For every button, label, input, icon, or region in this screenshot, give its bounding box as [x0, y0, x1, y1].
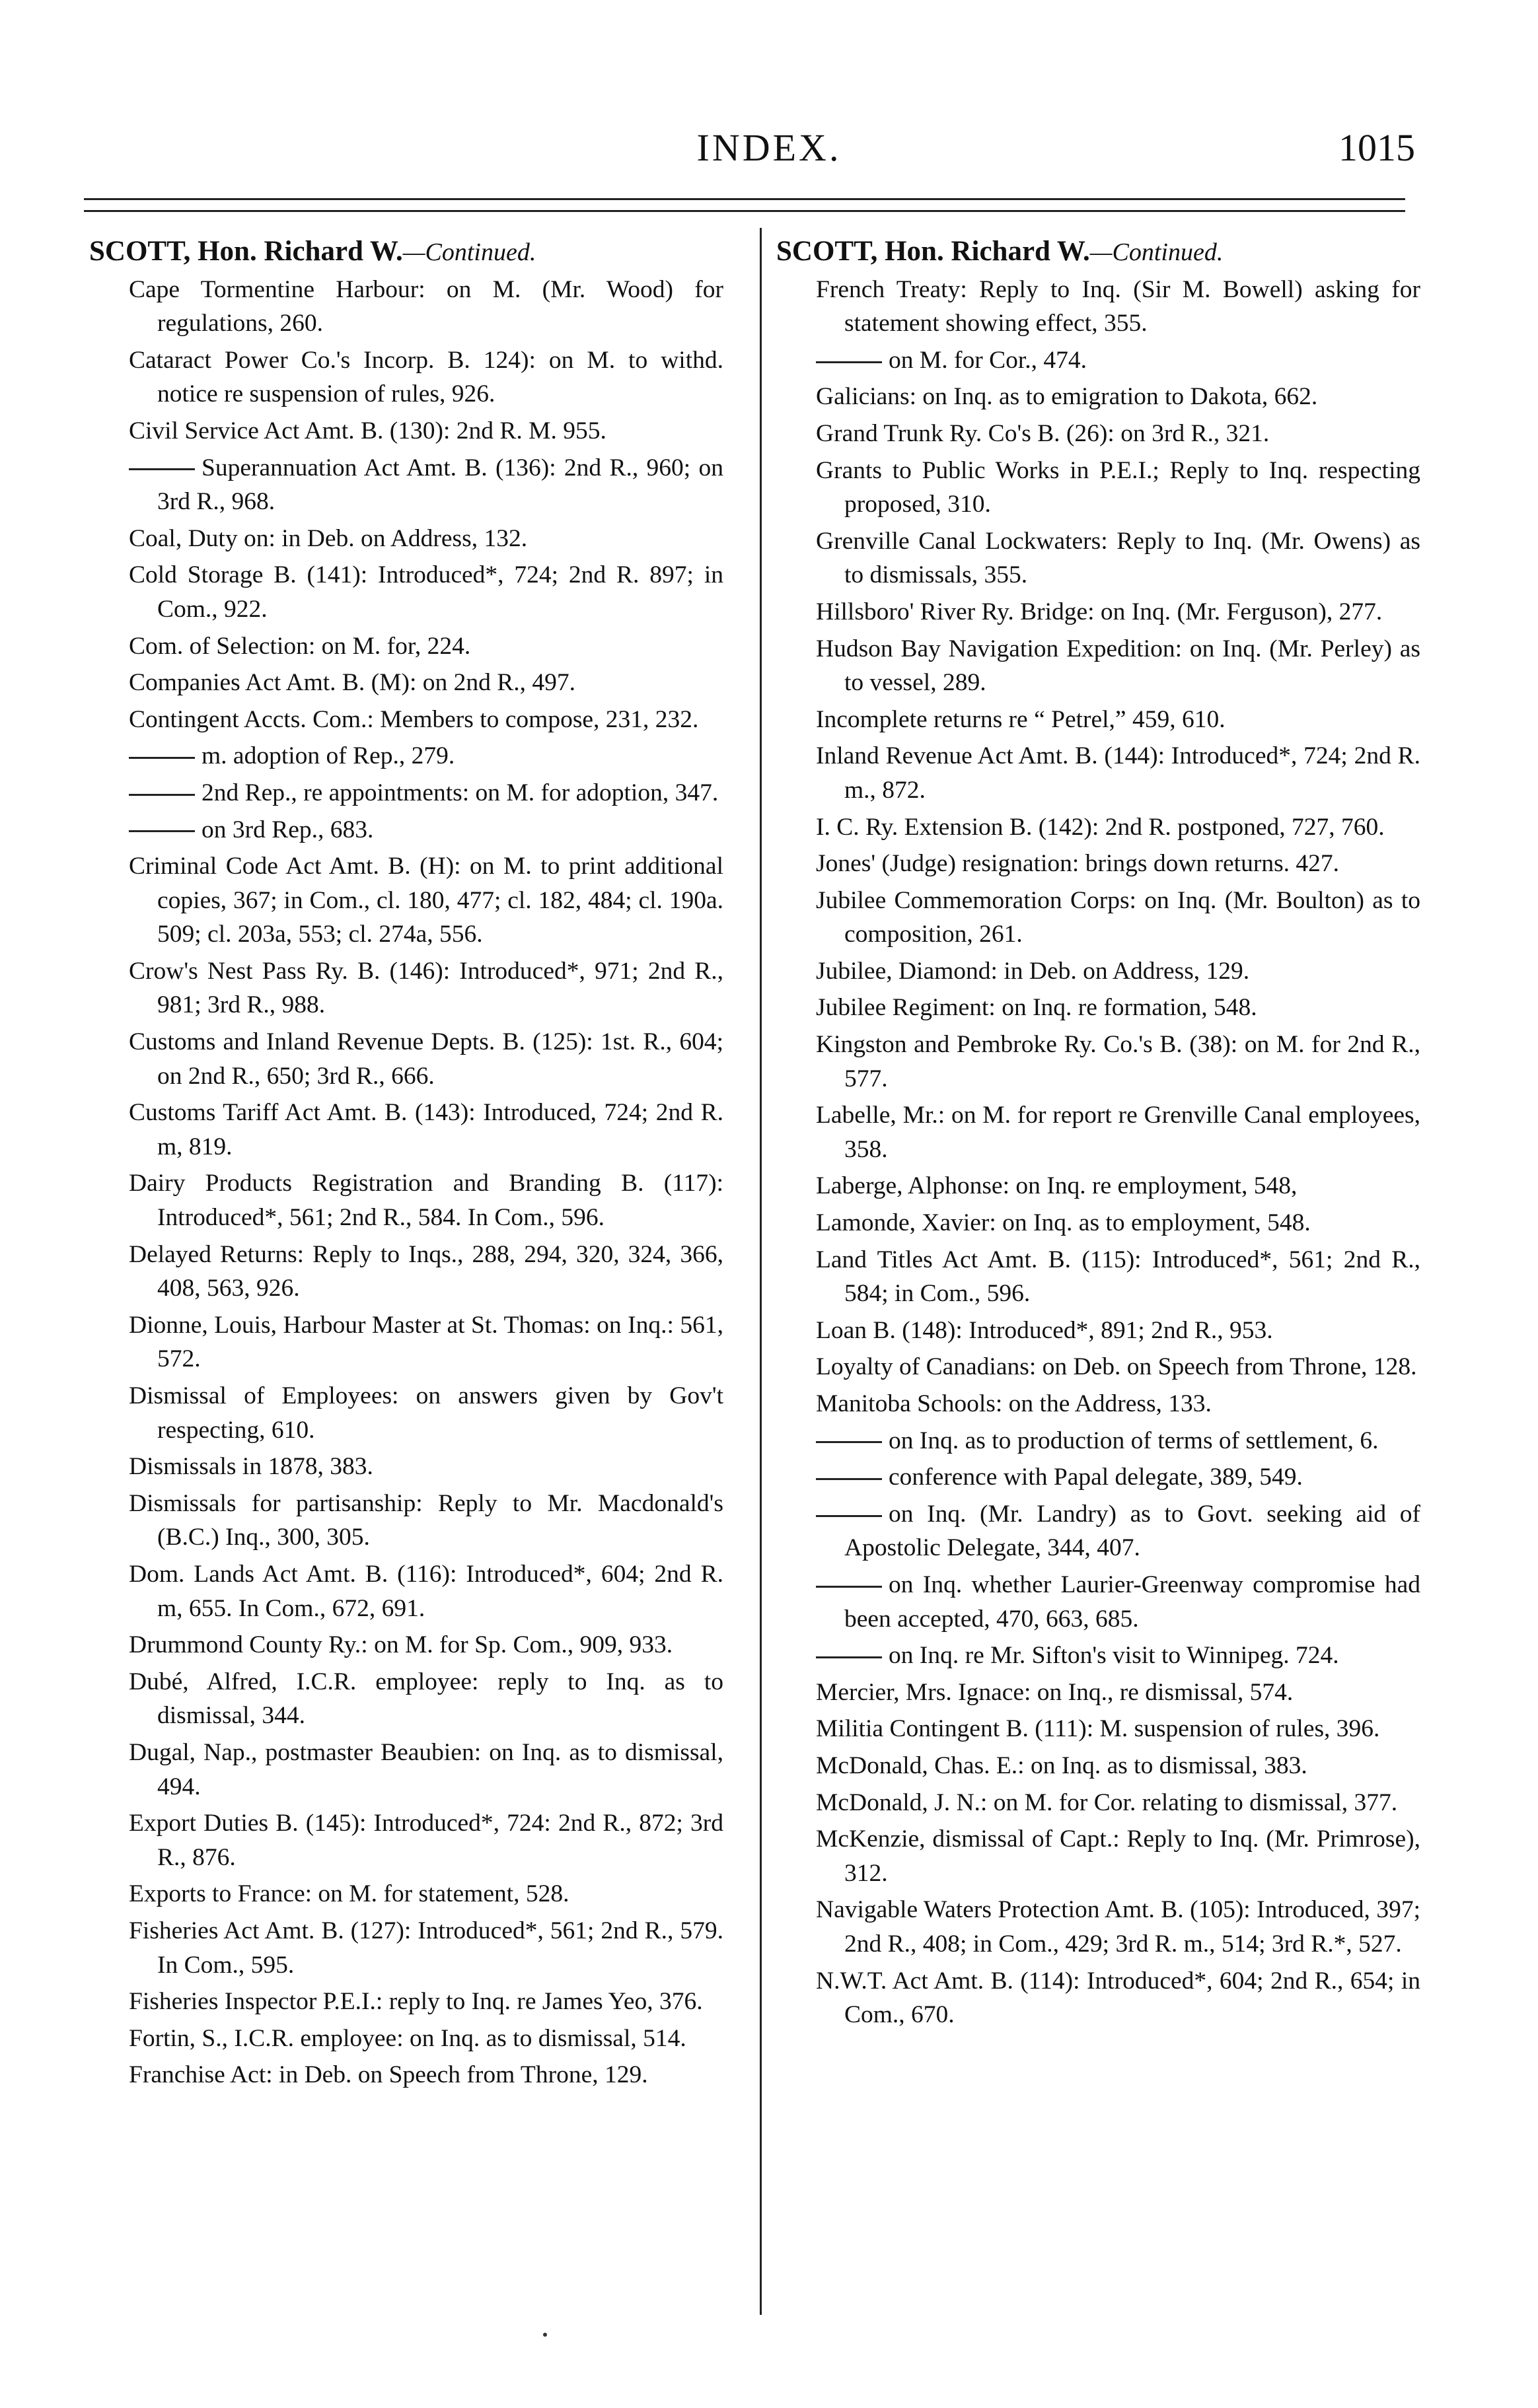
index-entry: Fisheries Act Amt. B. (127): Introduced*, 561; 2nd R., 579. In Com., 595. [129, 1917, 723, 1979]
left-column [89, 234, 723, 2095]
index-entry: Jubilee, Diamond: in Deb. on Address, 129. [816, 957, 1250, 985]
index-entry: Manitoba Schools: on the Address, 133. [816, 1390, 1212, 1417]
running-title: INDEX. [696, 126, 842, 169]
index-entry: McKenzie, dismissal of Capt.: Reply to Inq. (Mr. Primrose), 312. [816, 1825, 1420, 1887]
index-entry: Franchise Act: in Deb. on Speech from Throne, 129. [129, 2061, 648, 2089]
index-entry: Export Duties B. (145): Introduced*, 724: 2nd R., 872; 3rd R., 876. [129, 1810, 723, 1871]
index-entry: Kingston and Pembroke Ry. Co.'s B. (38): on M. for 2nd R., 577. [816, 1031, 1420, 1092]
index-entry: Galicians: on Inq. as to emigration to Dakota, 662. [816, 383, 1318, 411]
index-entry: Companies Act Amt. B. (M): on 2nd R., 497. [129, 669, 576, 697]
index-entry: Navigable Waters Protection Amt. B. (105): Introduced, 397; 2nd R., 408; in Com., 429; 3rd R. m., 514; 3rd R.*, 527. [816, 1896, 1420, 1958]
index-subentry: m. adoption of Rep., 279. [129, 739, 723, 773]
column-divider [760, 228, 762, 2315]
index-subentry: conference with Papal delegate, 389, 549. [816, 1460, 1420, 1495]
index-entry: Inland Revenue Act Amt. B. (144): Introduced*, 724; 2nd R. m., 872. [816, 742, 1420, 804]
index-entry: Jones' (Judge) resignation: brings down returns. 427. [816, 850, 1340, 878]
right-entry-list [776, 273, 1420, 2032]
index-entry: Contingent Accts. Com.: Members to compose, 231, 232. [129, 705, 699, 733]
index-entry: Cold Storage B. (141): Introduced*, 724; 2nd R. 897; in Com., 922. [129, 561, 723, 623]
index-entry: Dismissals for partisanship: Reply to Mr. Macdonald's (B.C.) Inq., 300, 305. [129, 1489, 723, 1551]
index-entry: Cataract Power Co.'s Incorp. B. 124): on M. to withd. notice re suspension of rules, 926. [129, 346, 723, 408]
index-entry: Grand Trunk Ry. Co's B. (26): on 3rd R., 321. [816, 419, 1270, 447]
index-entry: Land Titles Act Amt. B. (115): Introduced*, 561; 2nd R., 584; in Com., 596. [816, 1246, 1420, 1308]
index-entry: Dionne, Louis, Harbour Master at St. Thomas: on Inq.: 561, 572. [129, 1311, 723, 1373]
index-entry: N.W.T. Act Amt. B. (114): Introduced*, 604; 2nd R., 654; in Com., 670. [816, 1967, 1420, 2029]
index-entry: Drummond County Ry.: on M. for Sp. Com., 909, 933. [129, 1631, 673, 1659]
index-entry: Dom. Lands Act Amt. B. (116): Introduced*, 604; 2nd R. m, 655. In Com., 672, 691. [129, 1560, 723, 1622]
index-entry: Jubilee Regiment: on Inq. re formation, 548. [816, 994, 1257, 1022]
left-entry-list [89, 273, 723, 2092]
page-number: 1015 [1338, 126, 1415, 169]
index-entry: Delayed Returns: Reply to Inqs., 288, 294, 320, 324, 366, 408, 563, 926. [129, 1240, 723, 1302]
index-entry: Fortin, S., I.C.R. employee: on Inq. as to dismissal, 514. [129, 2024, 686, 2052]
index-entry: Hillsboro' River Ry. Bridge: on Inq. (Mr. Ferguson), 277. [816, 598, 1383, 625]
index-subentry: on M. for Cor., 474. [816, 343, 1420, 378]
header-rule-top-right [745, 198, 1405, 200]
index-entry: Customs and Inland Revenue Depts. B. (125): 1st. R., 604; on 2nd R., 650; 3rd R., 666. [129, 1028, 723, 1090]
index-entry: Loan B. (148): Introduced*, 891; 2nd R., 953. [816, 1316, 1273, 1344]
index-subentry: on Inq. re Mr. Sifton's visit to Winnipeg. 724. [816, 1639, 1420, 1673]
right-column [776, 234, 1420, 2035]
index-entry: Hudson Bay Navigation Expedition: on Inq. (Mr. Perley) as to vessel, 289. [816, 635, 1420, 697]
index-subentry: Superannuation Act Amt. B. (136): 2nd R., 960; on 3rd R., 968. [129, 451, 723, 519]
index-entry: Dismissal of Employees: on answers given by Gov't respecting, 610. [129, 1382, 723, 1444]
index-subentry: on 3rd Rep., 683. [129, 813, 723, 847]
heading-name: SCOTT, Hon. Richard W. [89, 236, 403, 267]
index-entry: Incomplete returns re “ Petrel,” 459, 610. [816, 705, 1226, 733]
index-entry: Customs Tariff Act Amt. B. (143): Introduced, 724; 2nd R. m, 819. [129, 1099, 723, 1160]
index-entry: Grants to Public Works in P.E.I.; Reply to Inq. respecting proposed, 310. [816, 456, 1420, 518]
index-entry: McDonald, J. N.: on M. for Cor. relating to dismissal, 377. [816, 1788, 1398, 1816]
index-entry: McDonald, Chas. E.: on Inq. as to dismissal, 383. [816, 1752, 1307, 1779]
index-entry: Dubé, Alfred, I.C.R. employee: reply to Inq. as to dismissal, 344. [129, 1668, 723, 1730]
index-entry: Com. of Selection: on M. for, 224. [129, 632, 471, 660]
index-entry: French Treaty: Reply to Inq. (Sir M. Bowell) asking for statement showing effect, 355. [816, 275, 1420, 337]
index-entry: Civil Service Act Amt. B. (130): 2nd R. M. 955. [129, 417, 606, 444]
index-entry: Grenville Canal Lockwaters: Reply to Inq. (Mr. Owens) as to dismissals, 355. [816, 527, 1420, 589]
index-entry: Dismissals in 1878, 383. [129, 1453, 373, 1481]
index-entry: Mercier, Mrs. Ignace: on Inq., re dismissal, 574. [816, 1678, 1294, 1706]
right-column-heading [776, 234, 1420, 270]
index-entry: Lamonde, Xavier: on Inq. as to employment, 548. [816, 1209, 1311, 1237]
index-entry: Labelle, Mr.: on M. for report re Grenville Canal employees, 358. [816, 1102, 1420, 1163]
left-column-heading [89, 234, 723, 270]
index-entry: Dairy Products Registration and Branding B. (117): Introduced*, 561; 2nd R., 584. In Com., 596. [129, 1170, 723, 1232]
index-entry: Crow's Nest Pass Ry. B. (146): Introduced*, 971; 2nd R., 981; 3rd R., 988. [129, 957, 723, 1019]
index-subentry: 2nd Rep., re appointments: on M. for adoption, 347. [129, 776, 723, 810]
index-entry: Exports to France: on M. for statement, 528. [129, 1880, 569, 1908]
footer-dot [543, 2333, 547, 2337]
index-entry: Militia Contingent B. (111): M. suspension of rules, 396. [816, 1715, 1380, 1743]
index-subentry: on Inq. (Mr. Landry) as to Govt. seeking aid of Apostolic Delegate, 344, 407. [816, 1497, 1420, 1565]
index-subentry: on Inq. whether Laurier-Greenway compromise had been accepted, 470, 663, 685. [816, 1568, 1420, 1636]
index-entry: Dugal, Nap., postmaster Beaubien: on Inq. as to dismissal, 494. [129, 1738, 723, 1800]
heading-name: SCOTT, Hon. Richard W. [776, 236, 1090, 267]
index-entry: Cape Tormentine Harbour: on M. (Mr. Wood) for regulations, 260. [129, 275, 723, 337]
index-entry: Laberge, Alphonse: on Inq. re employment, 548, [816, 1172, 1298, 1200]
index-entry: I. C. Ry. Extension B. (142): 2nd R. postponed, 727, 760. [816, 813, 1385, 841]
index-entry: Criminal Code Act Amt. B. (H): on M. to print additional copies, 367; in Com., cl. 180, 477; cl. 182, 484; cl. 190a. 509; cl. 203a, 553; cl. 274a, 556. [129, 853, 723, 948]
index-subentry: on Inq. as to production of terms of settlement, 6. [816, 1424, 1420, 1458]
index-entry: Fisheries Inspector P.E.I.: reply to Inq. re James Yeo, 376. [129, 1988, 703, 2016]
index-entry: Loyalty of Canadians: on Deb. on Speech from Throne, 128. [816, 1353, 1417, 1381]
index-entry: Jubilee Commemoration Corps: on Inq. (Mr. Boulton) as to composition, 261. [816, 886, 1420, 948]
index-entry: Coal, Duty on: in Deb. on Address, 132. [129, 524, 528, 552]
header-rule-bottom [84, 210, 1405, 212]
heading-continued: —Continued. [402, 238, 536, 266]
heading-continued: —Continued. [1089, 238, 1224, 266]
header-rule-top [84, 198, 745, 200]
